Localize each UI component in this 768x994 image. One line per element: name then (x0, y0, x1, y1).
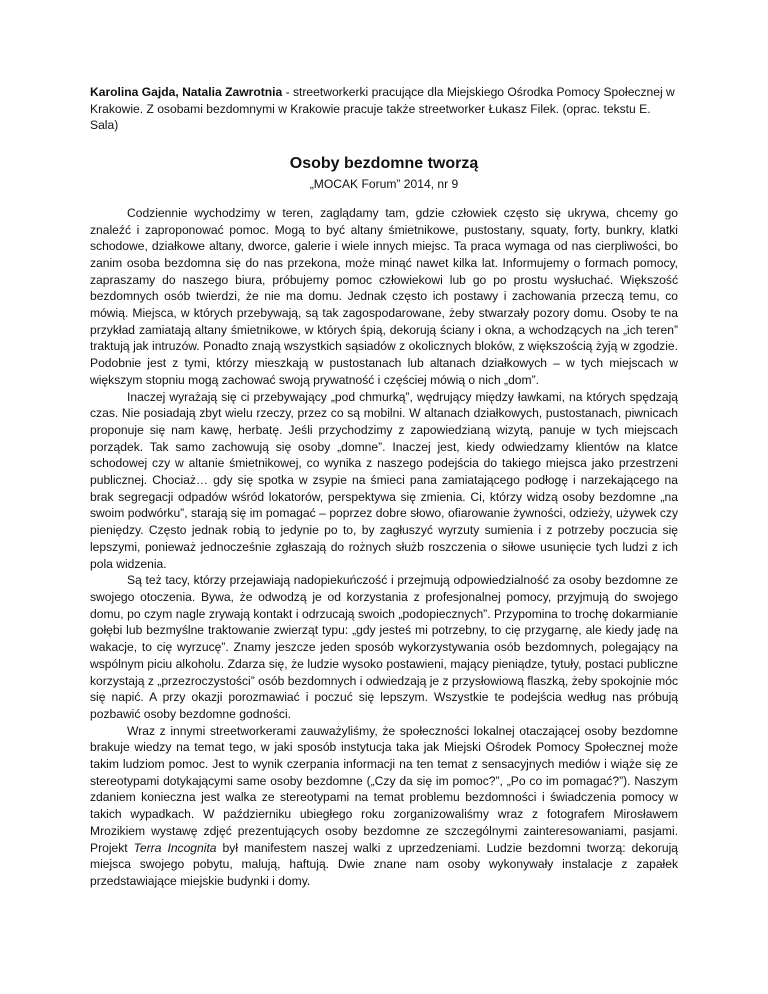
closing-text: był manifestem naszej walki z uprzedzeniami. Ludzie bezdomni tworzą: dekorują miejsca swojego pobytu, malują, haftują. Dwie znane nam osoby wykonywały instalacje z zapałek przedstawiające miejskie budynki i domy. (90, 840, 678, 888)
intro-text: - streetworkerki pracujące dla Miejskiego Ośrodka Pomocy Społecznej w Krakowie. Z osobami bezdomnymi w Krakowie pracuje także streetworker Łukasz Filek. (oprac. tekstu E. Sala) (90, 85, 675, 133)
paragraph-4 (90, 723, 678, 890)
article-title: Osoby bezdomne tworzą (289, 155, 479, 173)
paragraph-1: Codziennie wychodzimy w teren, zaglądamy tam, gdzie człowiek często się ukrywa, chcemy go znaleźć i zaproponować pomoc. Mogą to być altany śmietnikowe, pustostany, squaty, forty, bunkry, klatki schodowe, działkowe altany, dworce, galerie i wiele innych miejsc. Ta praca wymaga od nas cierpliwości, bo zanim osoba bezdomna się do nas przekona, może minąć nawet kilka lat. Informujemy o formach pomocy, zapraszamy do naszego biura, próbujemy pomoc człowiekowi lub go po prostu wysłuchać. Większość bezdomnych osób twierdzi, że nie ma domu. Jednak często ich postawy i zachowania przeczą temu, co mówią. Miejsca, w których przebywają, są tak zagospodarowane, żeby stwarzały pozory domu. Osoby te na przykład zamiatają altany śmietnikowe, w których śpią, dekorują ściany i okna, a wchodzących na „ich teren” traktują jak intruzów. Ponadto znają wszystkich sąsiadów z okolicznych bloków, z większością żyją w zgodzie. Podobnie jest z tymi, którzy mieszkają w pustostanach lub altanach działkowych – w tych miejscach w większym stopniu mogą zachować swoją prywatność i częściej mówią o nich „dom”. (90, 205, 678, 387)
paragraph-3: Są też tacy, którzy przejawiają nadopiekuńczość i przejmują odpowiedzialność za osoby bezdomne ze swojego otoczenia. Bywa, że odwodzą je od korzystania z profesjonalnej pomocy, przyjmują do swojego domu, po czym nagle zrywają kontakt i odrzucają swoich „podopiecznych”. Przypomina to trochę dokarmianie gołębi lub bezmyślne traktowanie zwierząt typu: „gdy jesteś mi potrzebny, to cię przygarnę, ale kiedy jadę na wakacje, to cię wyrzucę”. Znamy jeszcze jeden sposób wykorzystywania osób bezdomnych, polegający na wspólnym piciu alkoholu. Zdarza się, że ludzie wysoko postawieni, mający pieniądze, tytuły, postaci publiczne korzystają z „przezroczystości” osób bezdomnych i odwiedzają je z przysłowiową flaszką, żeby spokojnie móc się napić. A przy okazji porozmawiać i poczuć się lepszym. Wszystkie te podejścia według nas próbują pozbawić osoby bezdomne godności. (90, 573, 678, 721)
paragraph-2: Inaczej wyrażają się ci przebywający „pod chmurką”, wędrujący między ławkami, na których spędzają czas. Nie posiadają zbyt wielu rzeczy, przez co są mobilni. W altanach działkowych, pustostanach, piwnicach proponuje się nam kawę, herbatę. Jeśli przychodzimy z zapowiedzianą wizytą, panuje w tych miejscach porządek. Tak samo zachowują się osoby „domne”. Inaczej jest, kiedy odwiedzamy klientów na klatce schodowej czy w altanie śmietnikowej, co wynika z naszego podejścia do takiego miejsca jako przestrzeni publicznej. Chociaż… gdy się spotka w zsypie na śmieci pana zamiatającego podłogę i narzekającego na brak segregacji odpadów wśród lokatorów, perspektywa się zmienia. Ci, którzy widzą osoby bezdomne „na swoim podwórku”, starają się im pomagać – poprzez dobre słowo, ofiarowanie żywności, odzieży, używek czy pieniędzy. Często jednak robią to jedynie po to, by zagłuszyć wyrzuty sumienia i z potrzeby poczucia się lepszymi, ponieważ jednocześnie zgłaszają do rożnych służb roszczenia o siłowe usunięcie tych ludzi z ich pola widzenia. (90, 389, 678, 571)
article-source: „MOCAK Forum” 2014, nr 9 (309, 177, 459, 192)
intro-paragraph (90, 84, 678, 134)
paragraph-4-text: Wraz z innymi streetworkerami zauważyliśmy, że społeczności lokalnej otaczającej osoby bezdomne brakuje wiedzy na temat tego, w jaki sposób instytucja taka jak Miejski Ośrodek Pomocy Społecznej może takim ludziom pomoc. Jest to wynik czerpania informacji na ten temat z sensacyjnych mediów i wiąże się ze stereotypami dotykającymi same osoby bezdomne („Czy da się im pomoc?”, „Po co im pomagać?”). Naszym zdaniem konieczna jest walka ze stereotypami na temat problemu bezdomności i świadczenia pomocy w takich wypadkach. W październiku ubiegłego roku zorganizowaliśmy wraz z fotografem Mirosławem Mrozikiem wystawę zdjęć prezentujących osoby bezdomne ze szczególnymi zainteresowaniami, pasjami. Projekt (90, 723, 678, 855)
authors: Karolina Gajda, Natalia Zawrotnia (90, 85, 283, 99)
project-name: Terra Incognita (133, 840, 217, 855)
